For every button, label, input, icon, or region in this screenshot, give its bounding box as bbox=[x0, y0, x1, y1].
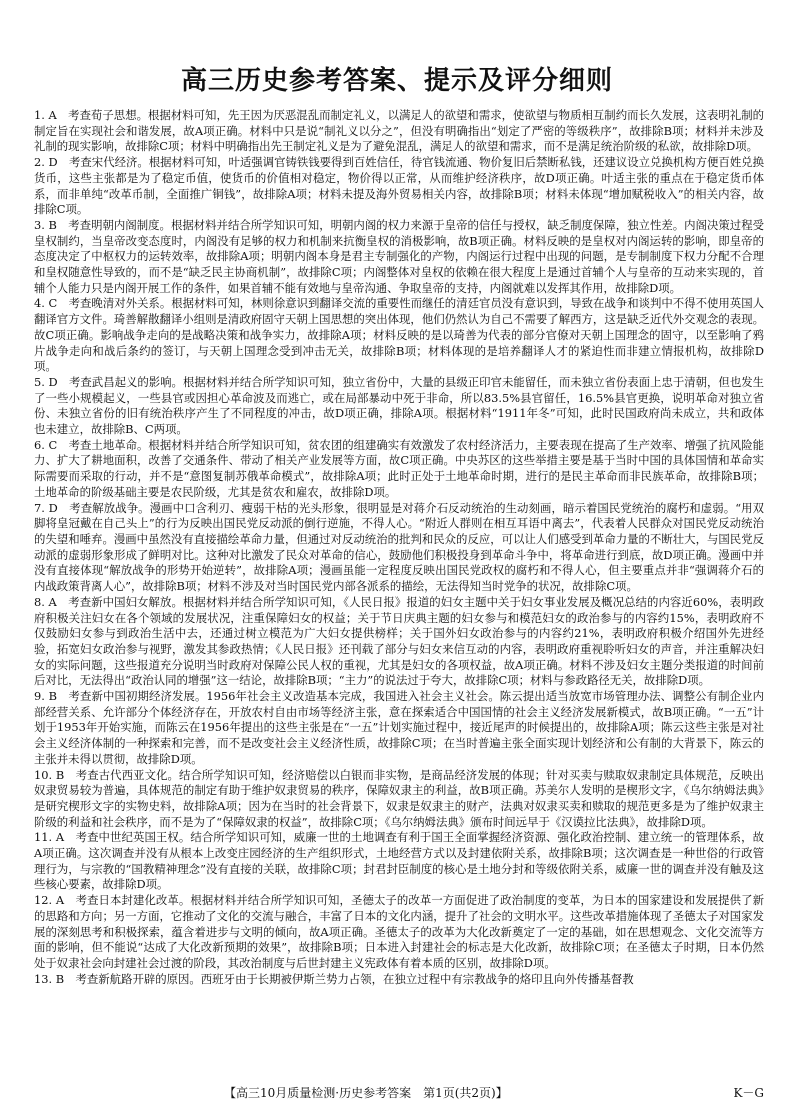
answer-item-2: 2. D 考查宋代经济。根据材料可知，叶适强调官铸铁钱要得到百姓信任，待官钱流通、物价复旧后禁断私钱，还建议设立兑换机构方便百姓兑换货币，这些主张都是为了稳定币值，使货币的价值相对稳定，物价得以正常，从而维护经济秩序，故D项正确。叶适主张的重点在于稳定货币体系，而非单纯“改革币制，全面推广铜钱”，故排除A项；材料未提及海外贸易相关内容，故排除B项；材料未体现“增加赋税收入”的相关内容，故排除C项。 bbox=[34, 155, 764, 217]
answer-item-1: 1. A 考查荀子思想。根据材料可知，先王因为厌恶混乱而制定礼义，以满足人的欲望和需求，使欲望与物质相互制约而长久发展，这表明礼制的制定旨在实现社会和谐发展，故A项正确。材料中只是说“制礼义以分之”，但没有明确指出“划定了严密的等级秩序”，故排除B项；材料并未涉及礼制的现实影响，故排除C项；材料中明确指出先王制定礼义是为了避免混乱，满足人的欲望和需求，而不是满足统治阶级的私欲，故排除D项。 bbox=[34, 108, 764, 154]
footer-code: K－G bbox=[733, 1086, 764, 1100]
answer-item-10: 10. B 考查古代西亚文化。结合所学知识可知，经济赔偿以白银而非实物，是商品经济发展的体现；针对买卖与赎取奴隶制定具体规范，反映出奴隶贸易较为普遍，具体规范的制定有助于维护奴隶贸易的秩序，保障奴隶主的利益，故B项正确。苏美尔人发明的是楔形文字，《乌尔纳姆法典》是研究楔形文字的实物史料，故排除A项；因为在当时的社会背景下，奴隶是奴隶主的财产，法典对奴隶买卖和赎取的规范更多是为了维护奴隶主阶级的利益和社会秩序，而不是为了“保障奴隶的权益”，故排除C项；《乌尔纳姆法典》颁布时间远早于《汉谟拉比法典》，故排除D项。 bbox=[34, 767, 764, 829]
answer-list bbox=[34, 108, 764, 987]
answer-item-9: 9. B 考查新中国初期经济发展。1956年社会主义改造基本完成，我国进入社会主义社会。陈云提出适当放宽市场管理办法、调整公有制企业内部经营关系、允许部分个体经济存在，开放农村自由市场等经济主张，意在探索适合中国国情的社会主义经济发展新模式，故B项正确。“一五”计划于1953年开始实施，而陈云在1956年提出的这些主张是在“一五”计划实施过程中，接近尾声的时候提出的，故排除A项；陈云这些主张是对社会主义经济体制的一种探索和完善，而不是改变社会主义经济性质，故排除C项；在当时普遍主张全面实现计划经济和公有制的大背景下，陈云的主张并未得以贯彻，故排除D项。 bbox=[34, 689, 764, 766]
answer-item-11: 11. A 考查中世纪英国王权。结合所学知识可知，威廉一世的土地调查有利于国王全面掌握经济资源、强化政治控制、建立统一的管理体系，故A项正确。这次调查并没有从根本上改变庄园经济的生产组织形式，土地经营方式以及封建依附关系，故排除B项；这次调查是一种世俗的行政管理行为，与宗教的“国教精神理念”没有直接的关联，故排除C项；封君封臣制度的核心是土地分封和等级依附关系，威廉一世的调查并没有触及这些核心要素，故排除D项。 bbox=[34, 830, 764, 892]
answer-item-13: 13. B 考查新航路开辟的原因。西班牙由于长期被伊斯兰势力占领，在独立过程中有宗教战争的烙印且向外传播基督教 bbox=[34, 971, 634, 986]
answer-item-5: 5. D 考查武昌起义的影响。根据材料并结合所学知识可知，独立省份中，大量的县级正印官未能留任，而未独立省份表面上忠于清朝，但也发生了一些小规模起义，一些县官或因担心革命波及而逃亡，或在局部暴动中死于非命，所以83.5%县官留任，16.5%县官更换，说明革命对独立省份、未独立省份的旧有统治秩序产生了不同程度的冲击，故D项正确，排除A项。根据材料“1911年冬”可知，此时民国政府尚未成立，共和政体也未建立，故排除B、C两项。 bbox=[34, 374, 764, 437]
answer-item-7: 7. D 考查解放战争。漫画中口含利刃、瘦弱干枯的光头形象，很明显是对蒋介石反动统治的生动刻画，暗示着国民党统治的腐朽和虚弱。“用双脚将皇冠戴在自己头上”的行为反映出国民党反动派的倒行逆施，不得人心。“附近人群则在相互耳语中离去”，代表着人民群众对国民党反动统治的失望和唾弃。漫画中虽然没有直接描绘革命力量，但通过对反动统治的批判和民众的反应，可以让人们感受到革命力量的不断壮大，与国民党反动派的虚弱形象形成了鲜明对比。这种对比激发了民众对革命的信心，鼓励他们积极投身到革命斗争中，将革命进行到底，故D项正确。漫画中并没有直接体现“解放战争的形势开始逆转”，故排除A项；漫画虽能一定程度反映出国民党政权的腐朽和不得人心，但主要重点并非“强调蒋介石的内战政策背离人心”，故排除B项；材料不涉及对当时国民党内部各派系的描绘，无法得知当时党争的状况，故排除C项。 bbox=[34, 500, 764, 594]
answer-item-12: 12. A 考查日本封建化改革。根据材料并结合所学知识可知，圣德太子的改革一方面促进了政治制度的变革，为日本的国家建设和发展提供了新的思路和方向；另一方面，它推动了文化的交流与融合，丰富了日本的文化内涵，提升了社会的文明水平。这些改革措施体现了圣德太子对国家发展的深刻思考和积极探索，蕴含着进步与文明的倾向，故A项正确。圣德太子的改革为大化改新奠定了一定的基础，如在思想观念、文化交流等方面的影响，但不能说“达成了大化改新预期的效果”，故排除B项；日本进入封建社会的标志是大化改新，故排除C项；在圣德太子时期，日本仍然处于奴隶社会向封建社会过渡的阶段，其改治制度与后世封建主义宪政体有着本质的区别，故排除D项。 bbox=[34, 893, 764, 970]
answer-item-3: 3. B 考查明朝内阁制度。根据材料并结合所学知识可知，明朝内阁的权力来源于皇帝的信任与授权，缺乏制度保障，独立性差。内阁决策过程受皇权制约，当皇帝改变态度时，内阁没有足够的权力和机制来抗衡皇权的消极影响，故B项正确。材料反映的是皇权对内阁运转的影响，即皇帝的态度决定了中枢权力的运转效率，故排除A项；明朝内阁本身是君主专制强化的产物，内阁运行过程中出现的问题，是专制制度下权力分配不合理和皇权随意性导致的，而不是“缺乏民主协商机制”，故排除C项；内阁整体对皇权的依赖在很大程度上是通过首辅个人与皇帝的互动来实现的，首辅个人能力只是内阁开展工作的条件，如果首辅不能有效地与皇帝沟通、争取皇帝的支持，内阁就难以发挥其作用，故排除D项。 bbox=[34, 217, 764, 295]
page-title: 高三历史参考答案、提示及评分细则 bbox=[180, 66, 613, 96]
answer-item-6: 6. C 考查土地革命。根据材料并结合所学知识可知，贫农团的组建确实有效激发了农村经济活力，主要表现在提高了生产效率、增强了抗风险能力、扩大了耕地面积，改善了交通条件、带动了相关产业发展等方面，故C项正确。中央苏区的这些举措主要是基于当时中国的具体国情和革命实际需要而采取的行动，并不是“意图复制苏俄革命模式”，故排除A项；此时正处于土地革命时期，进行的是民主革命而非民族革命，故排除B项；土地革命的阶级基础主要是农民阶级，尤其是贫农和雇农，故排除D项。 bbox=[34, 437, 764, 499]
answer-item-4: 4. C 考查晚清对外关系。根据材料可知，林则徐意识到翻译交流的重要性而继任的清廷官员没有意识到，导致在战争和谈判中不得不使用英国人翻译官方文件。琦善解散翻译小组则是清政府固守天朝上国思想的突出体现，他们仍然认为自己不需要了解西方，这是缺乏近代外交观念的表现。故C项正确。影响战争走向的是战略决策和战争实力，故排除A项；材料反映的是以琦善为代表的部分官僚对天朝上国理念的固守，以至影响了鸦片战争走向和战后条约的签订，与天朝上国理念受到冲击无关，故排除B项；材料体现的是培养翻译人才的紧迫性而非建立情报机构，故排除D项。 bbox=[34, 296, 764, 374]
footer-text: 【高三10月质量检测·历史参考答案 第1页(共2页)】 bbox=[224, 1086, 508, 1100]
page-footer bbox=[34, 1083, 764, 1103]
answer-item-8: 8. A 考查新中国妇女解放。根据材料并结合所学知识可知，《人民日报》报道的妇女主题中关于妇女事业发展及概况总结的内容近60%，表明政府积极关注妇女在各个领域的发展状况，注重保障妇女的权益；关于节日庆典主题的妇女参与和模范妇女的政治参与的内容约15%，表明政府不仅鼓励妇女参与到政治生活中去，还通过树立模范为广大妇女提供榜样；关于国外妇女政治参与的内容约21%，表明政府积极介绍国外先进经验，拓宽妇女政治参与视野，激发其参政热情；《人民日报》还刊载了部分与妇女来信互动的内容，表明政府重视聆听妇女的声音，并注重解决妇女的实际问题，这些报道充分说明当时政府对保障公民人权的重视，尤其是妇女的各项权益，故A项正确。材料不涉及妇女主题分类报道的时间前后对比，无法得出“政治认同的增强”这一结论，故排除B项；“主力”的说法过于夸大，故排除C项；材料与参政路径无关，故排除D项。 bbox=[34, 594, 764, 688]
